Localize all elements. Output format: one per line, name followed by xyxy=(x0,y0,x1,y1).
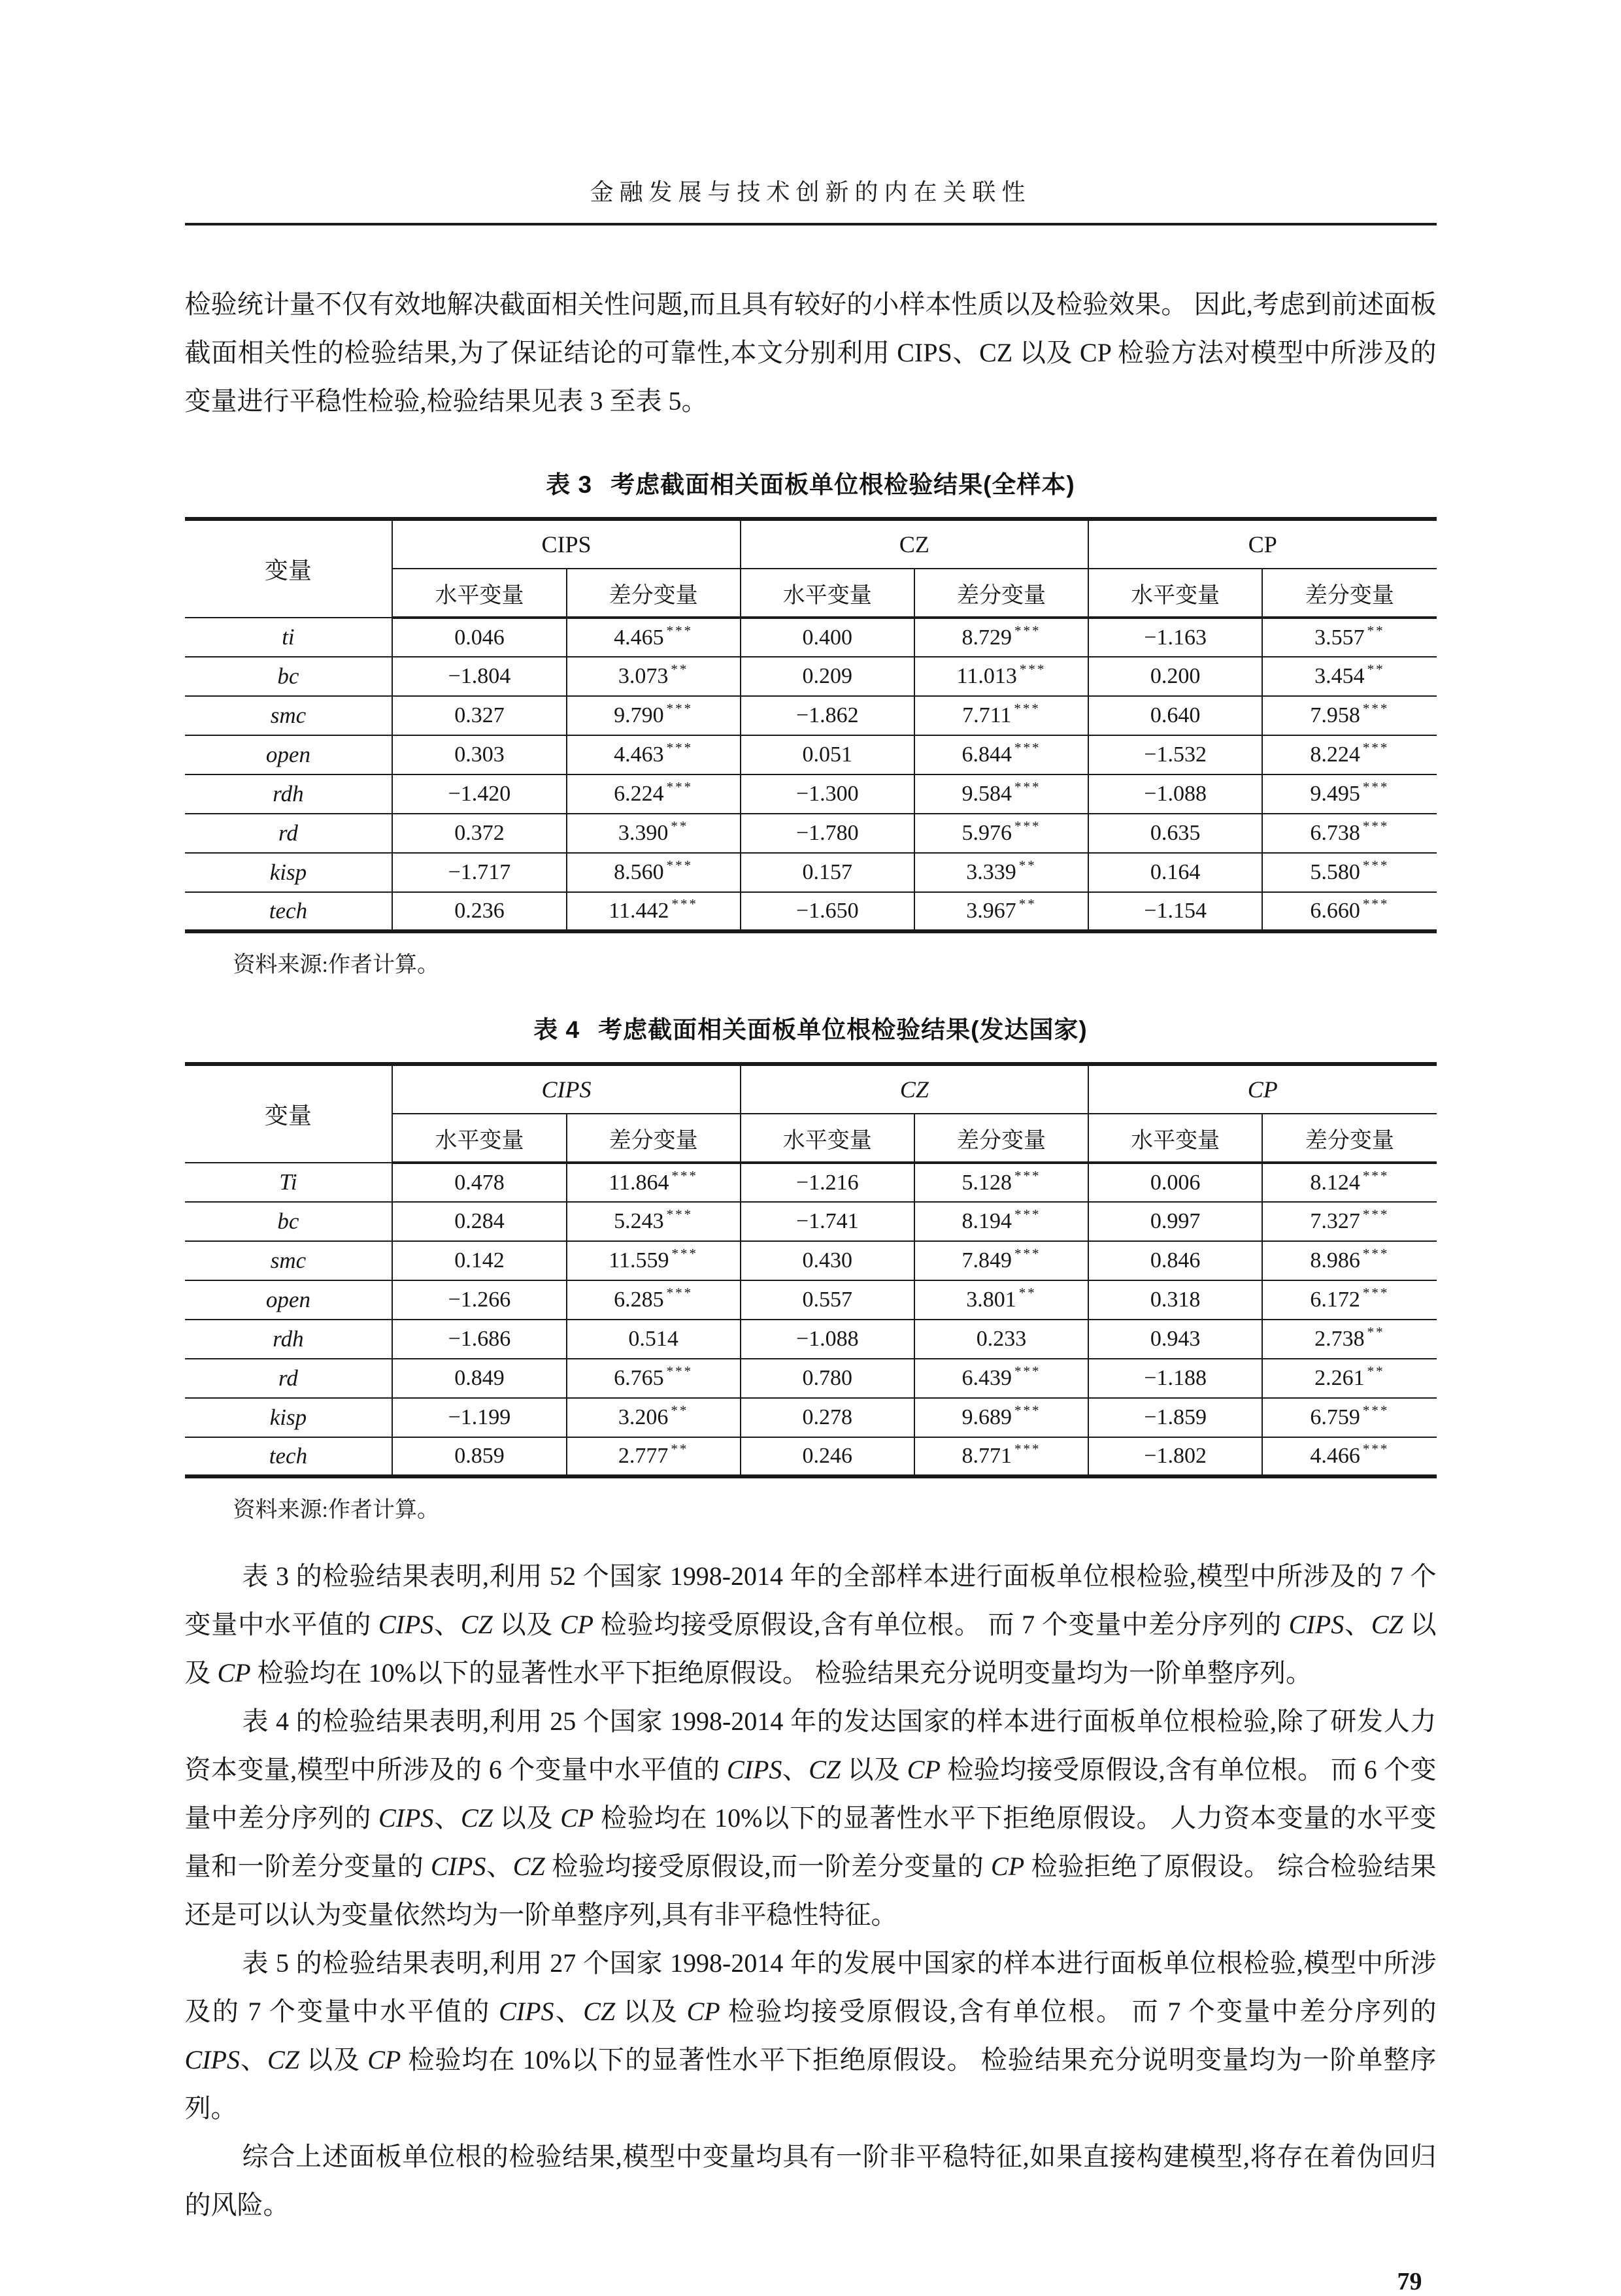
stat-value: 0.209 xyxy=(741,657,914,696)
stat-value: −1.804 xyxy=(392,657,566,696)
significance-stars: *** xyxy=(1014,818,1041,834)
variable-name: rd xyxy=(185,1359,393,1398)
significance-stars: ** xyxy=(1367,1324,1385,1340)
subheader-diff: 差分变量 xyxy=(1262,1114,1436,1163)
variable-name: bc xyxy=(185,657,393,696)
unit-root-table-full-sample xyxy=(185,517,1437,933)
stat-value: 5.243 *** xyxy=(567,1202,741,1241)
stat-value: −1.420 xyxy=(392,774,566,814)
stat-value: 3.801 ** xyxy=(914,1280,1088,1320)
table4-section xyxy=(185,1010,1437,1523)
stat-value: 3.206 ** xyxy=(567,1398,741,1437)
body-paragraph: 表 5 的检验结果表明,利用 27 个国家 1998-2014 年的发展中国家的样本进行面板单位根检验,模型中所涉及的 7 个变量中水平值的 CIPS、CZ 以及 CP 检验均接受原假设,含有单位根。 而 7 个变量中差分序列的 CIPS、CZ 以及 CP 检验均在 10%以下的显著性水平下拒绝原假设。 检验结果充分说明变量均为一阶单整序列。 xyxy=(184,1948,1437,2123)
significance-stars: *** xyxy=(666,857,694,873)
stat-value: 8.124 *** xyxy=(1262,1163,1436,1202)
page-content xyxy=(185,0,1437,2296)
stat-value: 0.635 xyxy=(1088,814,1262,853)
significance-stars: *** xyxy=(666,1363,694,1379)
stat-value: 4.465 *** xyxy=(567,618,741,657)
stat-value: −1.163 xyxy=(1088,618,1262,657)
stat-value: 0.233 xyxy=(914,1320,1088,1359)
stat-value: −1.862 xyxy=(741,696,914,735)
significance-stars: *** xyxy=(1362,1206,1390,1222)
table3-title-text: 考虑截面相关面板单位根检验结果(全样本) xyxy=(610,471,1075,498)
group-header-cp: CP xyxy=(1088,519,1436,569)
stat-value: −1.188 xyxy=(1088,1359,1262,1398)
significance-stars: *** xyxy=(1362,818,1390,834)
group-header-cips: CIPS xyxy=(392,519,740,569)
significance-stars: ** xyxy=(671,1403,689,1418)
variable-name: Ti xyxy=(185,1163,393,1202)
stat-value: 0.051 xyxy=(741,735,914,774)
unit-root-table-developed xyxy=(185,1062,1437,1478)
table4-title xyxy=(185,1010,1437,1045)
stat-value: 3.073 ** xyxy=(567,657,741,696)
stat-value: 0.943 xyxy=(1088,1320,1262,1359)
stat-value: 7.711 *** xyxy=(914,696,1088,735)
stat-value: 0.142 xyxy=(392,1241,566,1280)
stat-value: 6.765 *** xyxy=(567,1359,741,1398)
stat-value: −1.741 xyxy=(741,1202,914,1241)
variable-name: open xyxy=(185,735,393,774)
significance-stars: *** xyxy=(1362,779,1390,795)
group-header-cz: CZ xyxy=(741,519,1088,569)
significance-stars: ** xyxy=(1367,661,1385,677)
stat-value: 0.557 xyxy=(741,1280,914,1320)
variable-column-header: 变量 xyxy=(185,1064,393,1163)
subheader-level: 水平变量 xyxy=(741,1114,914,1163)
stat-value: 0.157 xyxy=(741,853,914,892)
significance-stars: *** xyxy=(1362,1285,1390,1301)
significance-stars: *** xyxy=(1014,1441,1041,1457)
stat-value: 2.261 ** xyxy=(1262,1359,1436,1398)
table-row xyxy=(185,1398,1437,1437)
stat-value: 0.430 xyxy=(741,1241,914,1280)
table-row xyxy=(185,1241,1437,1280)
variable-name: open xyxy=(185,1280,393,1320)
header-rule xyxy=(185,223,1437,225)
significance-stars: *** xyxy=(1362,857,1390,873)
stat-value: 5.976 *** xyxy=(914,814,1088,853)
significance-stars: *** xyxy=(1014,1246,1041,1261)
significance-stars: *** xyxy=(666,1285,694,1301)
stat-value: 0.246 xyxy=(741,1437,914,1476)
significance-stars: *** xyxy=(1362,1246,1390,1261)
variable-name: ti xyxy=(185,618,393,657)
stat-value: 0.478 xyxy=(392,1163,566,1202)
stat-value: 9.584 *** xyxy=(914,774,1088,814)
table-row xyxy=(185,892,1437,931)
group-header-cp: CP xyxy=(1088,1064,1436,1114)
subheader-level: 水平变量 xyxy=(392,569,566,618)
table-row xyxy=(185,1202,1437,1241)
stat-value: 11.013 *** xyxy=(914,657,1088,696)
variable-name: rd xyxy=(185,814,393,853)
stat-value: −1.532 xyxy=(1088,735,1262,774)
stat-value: 3.390 ** xyxy=(567,814,741,853)
stat-value: 3.557 ** xyxy=(1262,618,1436,657)
running-title: 金融发展与技术创新的内在关联性 xyxy=(590,179,1031,205)
subheader-level: 水平变量 xyxy=(392,1114,566,1163)
table-row xyxy=(185,814,1437,853)
stat-value: 6.844 *** xyxy=(914,735,1088,774)
stat-value: 0.849 xyxy=(392,1359,566,1398)
table-body xyxy=(185,618,1437,931)
group-header-cips: CIPS xyxy=(392,1064,740,1114)
stat-value: 8.560 *** xyxy=(567,853,741,892)
stat-value: −1.859 xyxy=(1088,1398,1262,1437)
subheader-level: 水平变量 xyxy=(741,569,914,618)
stat-value: 3.454 ** xyxy=(1262,657,1436,696)
stat-value: 8.224 *** xyxy=(1262,735,1436,774)
stat-value: 5.580 *** xyxy=(1262,853,1436,892)
stat-value: 2.738 ** xyxy=(1262,1320,1436,1359)
stat-value: 0.846 xyxy=(1088,1241,1262,1280)
stat-value: 7.958 *** xyxy=(1262,696,1436,735)
stat-value: 0.514 xyxy=(567,1320,741,1359)
stat-value: 9.790 *** xyxy=(567,696,741,735)
stat-value: −1.154 xyxy=(1088,892,1262,931)
subheader-level: 水平变量 xyxy=(1088,569,1262,618)
source-note: 资料来源:作者计算。 xyxy=(233,953,439,977)
table3-section xyxy=(185,465,1437,978)
stat-value: 4.463 *** xyxy=(567,735,741,774)
significance-stars: *** xyxy=(1014,622,1041,639)
significance-stars: ** xyxy=(1367,622,1385,639)
table4-title-prefix: 表 4 xyxy=(533,1016,580,1043)
stat-value: 6.759 *** xyxy=(1262,1398,1436,1437)
variable-name: tech xyxy=(185,1437,393,1476)
stat-value: 4.466 *** xyxy=(1262,1437,1436,1476)
significance-stars: *** xyxy=(1014,701,1041,716)
significance-stars: ** xyxy=(671,1441,689,1457)
variable-name: smc xyxy=(185,1241,393,1280)
significance-stars: *** xyxy=(1014,779,1041,795)
stat-value: −1.199 xyxy=(392,1398,566,1437)
significance-stars: *** xyxy=(666,622,694,639)
variable-column-header: 变量 xyxy=(185,519,393,618)
table-row xyxy=(185,696,1437,735)
significance-stars: ** xyxy=(1018,1285,1037,1301)
stat-value: 0.046 xyxy=(392,618,566,657)
significance-stars: ** xyxy=(671,661,689,677)
significance-stars: *** xyxy=(671,896,698,912)
body-paragraph: 检验统计量不仅有效地解决截面相关性问题,而且具有较好的小样本性质以及检验效果。 因此,考虑到前述面板截面相关性的检验结果,为了保证结论的可靠性,本文分别利用 CIPS、CZ 以及 CP 检验方法对模型中所涉及的变量进行平稳性检验,检验结果见表 3 至表 5。 xyxy=(184,290,1437,416)
subheader-diff: 差分变量 xyxy=(567,1114,741,1163)
discussion-paragraphs xyxy=(185,1552,1437,2229)
significance-stars: *** xyxy=(1014,1363,1041,1379)
significance-stars: *** xyxy=(1362,1441,1390,1457)
stat-value: 8.194 *** xyxy=(914,1202,1088,1241)
stat-value: −1.216 xyxy=(741,1163,914,1202)
stat-value: 9.689 *** xyxy=(914,1398,1088,1437)
stat-value: 6.738 *** xyxy=(1262,814,1436,853)
stat-value: 0.372 xyxy=(392,814,566,853)
stat-value: −1.266 xyxy=(392,1280,566,1320)
significance-stars: *** xyxy=(1014,1167,1041,1184)
stat-value: 0.200 xyxy=(1088,657,1262,696)
page-number: 79 xyxy=(1397,2268,1422,2295)
variable-name: bc xyxy=(185,1202,393,1241)
significance-stars: *** xyxy=(1362,1167,1390,1184)
variable-name: rdh xyxy=(185,1320,393,1359)
body-paragraph: 表 4 的检验结果表明,利用 25 个国家 1998-2014 年的发达国家的样本进行面板单位根检验,除了研发人力资本变量,模型中所涉及的 6 个变量中水平值的 CIPS、CZ 以及 CP 检验均接受原假设,含有单位根。 而 6 个变量中差分序列的 CIPS、CZ 以及 CP 检验均在 10%以下的显著性水平下拒绝原假设。 人力资本变量的水平变量和一阶差分变量的 CIPS、CZ 检验均接受原假设,而一阶差分变量的 CP 检验拒绝了原假设。 综合检验结果还是可以认为变量依然均为一阶单整序列,具有非平稳性特征。 xyxy=(184,1706,1437,1929)
stat-value: −1.780 xyxy=(741,814,914,853)
subheader-level: 水平变量 xyxy=(1088,1114,1262,1163)
significance-stars: *** xyxy=(1019,661,1046,677)
stat-value: −1.717 xyxy=(392,853,566,892)
stat-value: −1.802 xyxy=(1088,1437,1262,1476)
stat-value: 0.780 xyxy=(741,1359,914,1398)
subheader-diff: 差分变量 xyxy=(914,1114,1088,1163)
significance-stars: ** xyxy=(1367,1363,1385,1379)
significance-stars: *** xyxy=(1362,701,1390,716)
stat-value: 0.318 xyxy=(1088,1280,1262,1320)
stat-value: 6.172 *** xyxy=(1262,1280,1436,1320)
stat-value: 0.327 xyxy=(392,696,566,735)
significance-stars: *** xyxy=(1014,1403,1041,1418)
table4-title-text: 考虑截面相关面板单位根检验结果(发达国家) xyxy=(598,1016,1088,1043)
stat-value: 9.495 *** xyxy=(1262,774,1436,814)
stat-value: 0.164 xyxy=(1088,853,1262,892)
stat-value: 2.777 ** xyxy=(567,1437,741,1476)
stat-value: −1.650 xyxy=(741,892,914,931)
body-paragraph: 综合上述面板单位根的检验结果,模型中变量均具有一阶非平稳特征,如果直接构建模型,将存在着伪回归的风险。 xyxy=(184,2142,1437,2220)
stat-value: 0.303 xyxy=(392,735,566,774)
significance-stars: ** xyxy=(1018,857,1037,873)
significance-stars: *** xyxy=(1362,896,1390,912)
significance-stars: *** xyxy=(1362,1403,1390,1418)
table-row xyxy=(185,774,1437,814)
stat-value: −1.686 xyxy=(392,1320,566,1359)
group-header-cz: CZ xyxy=(741,1064,1088,1114)
significance-stars: *** xyxy=(671,1246,698,1261)
intro-paragraph-block xyxy=(185,280,1437,425)
significance-stars: *** xyxy=(666,1206,694,1222)
significance-stars: *** xyxy=(1014,1206,1041,1222)
stat-value: 11.864 *** xyxy=(567,1163,741,1202)
table3-title xyxy=(185,465,1437,500)
table-row xyxy=(185,735,1437,774)
stat-value: −1.088 xyxy=(1088,774,1262,814)
table-row xyxy=(185,1320,1437,1359)
stat-value: 0.278 xyxy=(741,1398,914,1437)
stat-value: 3.967 ** xyxy=(914,892,1088,931)
significance-stars: *** xyxy=(671,1167,698,1184)
stat-value: 0.006 xyxy=(1088,1163,1262,1202)
table-row xyxy=(185,853,1437,892)
variable-name: tech xyxy=(185,892,393,931)
significance-stars: *** xyxy=(666,701,694,716)
table-body xyxy=(185,1163,1437,1476)
stat-value: 6.285 *** xyxy=(567,1280,741,1320)
stat-value: 5.128 *** xyxy=(914,1163,1088,1202)
stat-value: 6.224 *** xyxy=(567,774,741,814)
significance-stars: ** xyxy=(671,818,689,834)
table-row xyxy=(185,618,1437,657)
subheader-diff: 差分变量 xyxy=(914,569,1088,618)
table-row xyxy=(185,657,1437,696)
stat-value: 8.986 *** xyxy=(1262,1241,1436,1280)
subheader-diff: 差分变量 xyxy=(567,569,741,618)
variable-name: kisp xyxy=(185,853,393,892)
stat-value: 0.997 xyxy=(1088,1202,1262,1241)
stat-value: 7.849 *** xyxy=(914,1241,1088,1280)
table-row xyxy=(185,1280,1437,1320)
stat-value: 3.339 ** xyxy=(914,853,1088,892)
variable-name: rdh xyxy=(185,774,393,814)
variable-name: kisp xyxy=(185,1398,393,1437)
significance-stars: *** xyxy=(1362,740,1390,756)
table3-title-prefix: 表 3 xyxy=(546,471,593,498)
stat-value: 7.327 *** xyxy=(1262,1202,1436,1241)
stat-value: −1.300 xyxy=(741,774,914,814)
stat-value: 0.284 xyxy=(392,1202,566,1241)
stat-value: 8.771 *** xyxy=(914,1437,1088,1476)
significance-stars: *** xyxy=(1014,740,1041,756)
significance-stars: *** xyxy=(666,740,694,756)
stat-value: 11.559 *** xyxy=(567,1241,741,1280)
significance-stars: *** xyxy=(666,779,694,795)
variable-name: smc xyxy=(185,696,393,735)
body-paragraph: 表 3 的检验结果表明,利用 52 个国家 1998-2014 年的全部样本进行面板单位根检验,模型中所涉及的 7 个变量中水平值的 CIPS、CZ 以及 CP 检验均接受原假设,含有单位根。 而 7 个变量中差分序列的 CIPS、CZ 以及 CP 检验均在 10%以下的显著性水平下拒绝原假设。 检验结果充分说明变量均为一阶单整序列。 xyxy=(184,1561,1437,1688)
stat-value: 6.660 *** xyxy=(1262,892,1436,931)
stat-value: 6.439 *** xyxy=(914,1359,1088,1398)
stat-value: 8.729 *** xyxy=(914,618,1088,657)
table-row xyxy=(185,1163,1437,1202)
stat-value: 0.640 xyxy=(1088,696,1262,735)
source-note: 资料来源:作者计算。 xyxy=(233,1498,439,1522)
stat-value: 0.236 xyxy=(392,892,566,931)
table-row xyxy=(185,1359,1437,1398)
subheader-diff: 差分变量 xyxy=(1262,569,1436,618)
table-row xyxy=(185,1437,1437,1476)
stat-value: 0.400 xyxy=(741,618,914,657)
stat-value: −1.088 xyxy=(741,1320,914,1359)
significance-stars: ** xyxy=(1018,896,1037,912)
stat-value: 11.442 *** xyxy=(567,892,741,931)
stat-value: 0.859 xyxy=(392,1437,566,1476)
